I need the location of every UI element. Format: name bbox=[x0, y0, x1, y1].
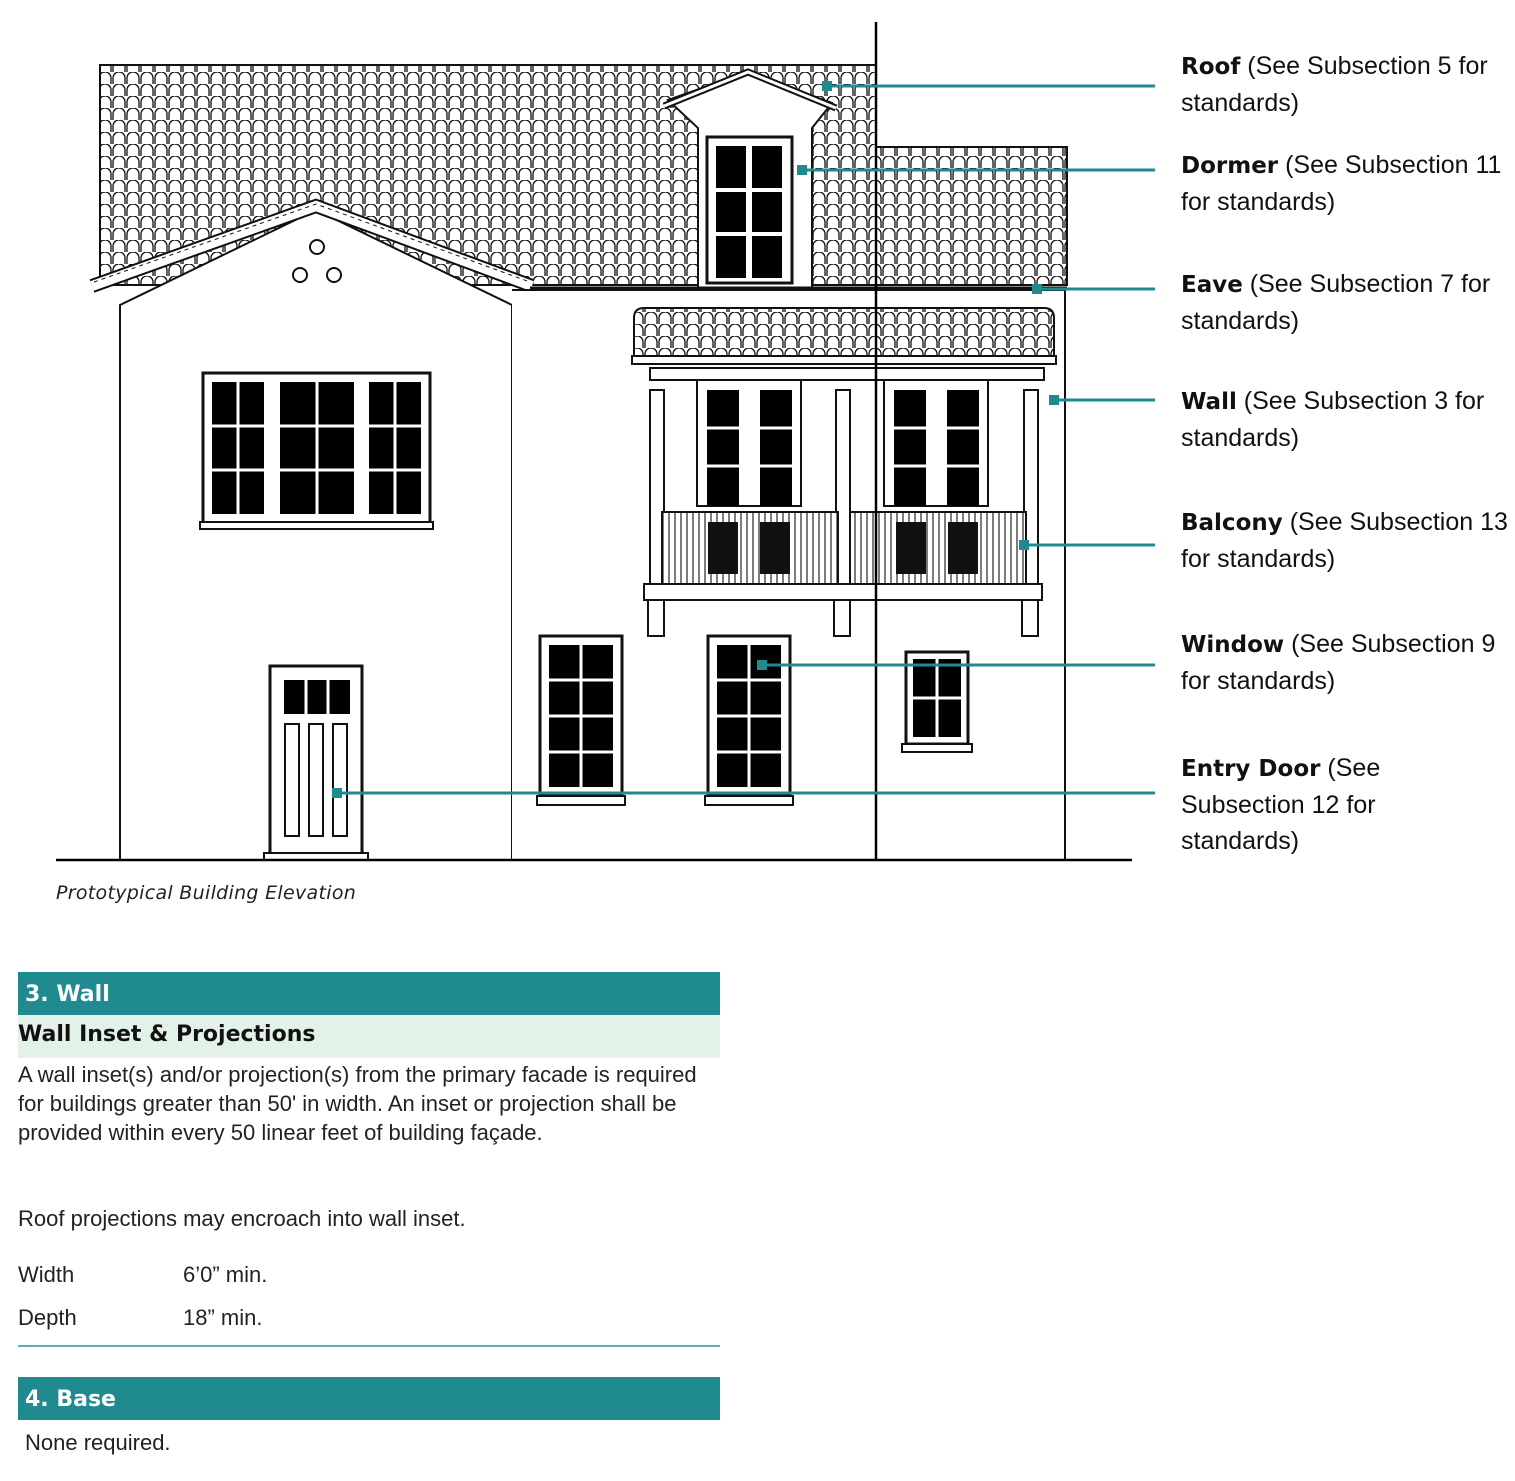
subsection-header: Wall Inset & Projections bbox=[18, 1015, 720, 1058]
left-gable-block bbox=[92, 204, 532, 860]
callout-term: Entry Door bbox=[1181, 756, 1321, 782]
wall-paragraph: A wall inset(s) and/or projection(s) from the primary facade is required for buildings greater than 50' in width. An inset or projection shall be provided within every 50 linear feet of building façade. bbox=[18, 1062, 697, 1145]
callout-desc: (See Subsection 3 for standards) bbox=[1181, 387, 1485, 452]
callout-wall bbox=[1181, 383, 1511, 456]
callout-term: Wall bbox=[1181, 389, 1237, 415]
section-header-base: 4. Base bbox=[18, 1377, 720, 1420]
callout-eave bbox=[1181, 266, 1511, 339]
roof-projection-note: Roof projections may encroach into wall inset. bbox=[18, 1206, 466, 1231]
spec-value-width: 6’0” min. bbox=[183, 1262, 268, 1287]
figure-caption: Prototypical Building Elevation bbox=[56, 882, 357, 904]
spec-label-depth: Depth bbox=[18, 1305, 77, 1330]
callout-entry-door bbox=[1181, 750, 1411, 859]
callout-desc: (See Subsection 7 for standards) bbox=[1181, 270, 1491, 335]
callout-term: Window bbox=[1181, 632, 1285, 658]
spec-value-depth: 18” min. bbox=[183, 1305, 263, 1330]
spec-label-width: Width bbox=[18, 1262, 75, 1287]
callout-term: Eave bbox=[1181, 272, 1243, 298]
callout-term: Roof bbox=[1181, 54, 1241, 80]
callout-desc: (See Subsection 13 for standards) bbox=[1181, 508, 1508, 573]
section-header-wall: 3. Wall bbox=[18, 972, 720, 1015]
callout-desc: (See Subsection 9 for standards) bbox=[1181, 630, 1496, 695]
callout-dormer bbox=[1181, 147, 1511, 220]
callout-term: Dormer bbox=[1181, 153, 1279, 179]
base-text: None required. bbox=[25, 1430, 171, 1455]
callout-balcony bbox=[1181, 504, 1511, 577]
callout-desc: (See Subsection 12 for standards) bbox=[1181, 754, 1381, 855]
callout-desc: (See Subsection 11 for standards) bbox=[1181, 151, 1502, 216]
section-divider bbox=[18, 1345, 720, 1347]
callout-desc: (See Subsection 5 for standards) bbox=[1181, 52, 1488, 117]
callout-term: Balcony bbox=[1181, 510, 1283, 536]
callout-roof bbox=[1181, 48, 1511, 121]
callout-window bbox=[1181, 626, 1511, 699]
